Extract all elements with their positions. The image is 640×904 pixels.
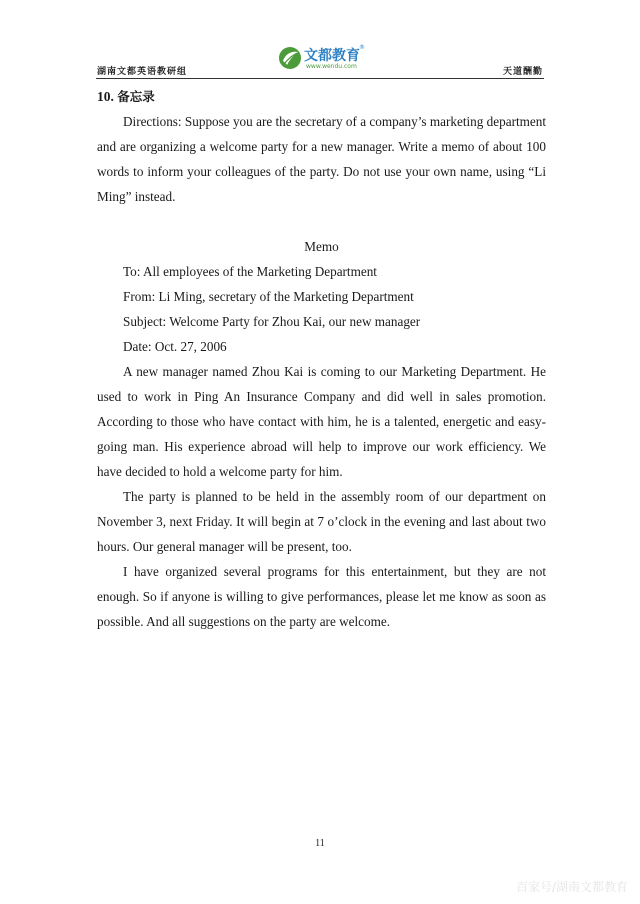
- section-title: 备忘录: [117, 89, 155, 104]
- logo-name: 文都教育: [304, 48, 360, 64]
- memo-paragraph: The party is planned to be held in the assembly room of our department on November 3, next Friday. It will begin at 7 o’clock in the evening and last about two hours. Our general manager will be present, too.: [97, 489, 546, 554]
- logo-url: www.wendu.com: [306, 63, 357, 70]
- memo-title: Memo: [304, 239, 339, 254]
- header-divider: [96, 78, 544, 79]
- memo-date: Date: Oct. 27, 2006: [123, 339, 227, 354]
- memo-paragraph: I have organized several programs for this entertainment, but they are not enough. So if anyone is willing to give performances, please let me know as soon as possible. And all suggestions on the party are welcome.: [97, 564, 546, 629]
- memo-paragraph: A new manager named Zhou Kai is coming to our Marketing Department. He used to work in Ping An Insurance Company and did well in sales promotion. According to those who have contact with him, he is a talented, energetic and easy-going man. His experience abroad will help to improve our work efficiency. We have decided to hold a welcome party for him.: [97, 364, 546, 479]
- memo-subject: Subject: Welcome Party for Zhou Kai, our new manager: [123, 314, 421, 329]
- memo-to: To: All employees of the Marketing Department: [123, 264, 377, 279]
- document-body: [97, 84, 546, 634]
- header-right-text: 天道酬勤: [502, 67, 543, 77]
- watermark: 百家号/湖南文都教育: [515, 880, 628, 894]
- wendu-leaf-logo-icon: [278, 46, 302, 70]
- memo-from: From: Li Ming, secretary of the Marketing Department: [123, 289, 414, 304]
- logo-registered-mark: ®: [359, 44, 365, 51]
- section-number: 10.: [97, 89, 114, 104]
- directions-paragraph: Directions: Suppose you are the secretary of a company’s marketing department and are organizing a welcome party for a new manager. Write a memo of about 100 words to inform your colleagues of the party. Do not use your own name, using “Li Ming” instead.: [97, 114, 546, 204]
- header-left-text: 湖南文都英语教研组: [97, 67, 188, 77]
- page-number: 11: [315, 838, 325, 849]
- page-header: [0, 0, 640, 80]
- section-heading: [97, 84, 546, 109]
- wendu-logo: [278, 44, 368, 72]
